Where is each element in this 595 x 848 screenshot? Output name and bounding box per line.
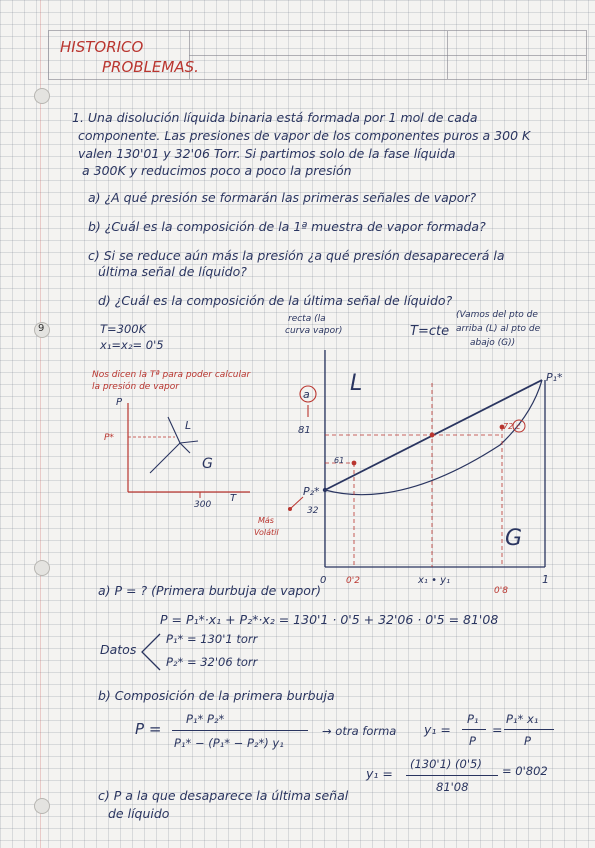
y1-frac1-den: P	[469, 734, 476, 748]
header-title-line1: HISTORICO	[60, 38, 144, 56]
mark-c: c	[516, 422, 521, 431]
y1-frac2-den: P	[524, 734, 531, 748]
y1-frac2-bar	[504, 729, 554, 730]
sketch-l: L	[185, 419, 192, 432]
sketch-pstar: P*	[104, 433, 114, 443]
p1star-label: P₁*	[546, 371, 563, 384]
question-d: d) ¿Cuál es la composición de la última señal de líquido?	[98, 293, 453, 308]
y1b-fraction-bar	[406, 775, 498, 776]
solution-a-title: a) P = ? (Primera burbuja de vapor)	[98, 583, 321, 598]
problem-line2: componente. Las presiones de vapor de los componentes puros a 300 K	[78, 128, 531, 143]
question-a: a) ¿A qué presión se formarán las primeras señales de vapor?	[88, 190, 477, 205]
sketch-g: G	[202, 456, 213, 472]
otra-forma: → otra forma	[322, 724, 397, 738]
range-note-line1: (Vamos del pto de	[456, 310, 538, 320]
header-title-line2: PROBLEMAS.	[102, 58, 199, 76]
mark-a: a	[303, 388, 310, 401]
sketch-p-axis: P	[116, 397, 123, 408]
sketch-t-axis: T	[230, 493, 237, 504]
solution-b-denominator: P₁* − (P₁* − P₂*) y₁	[174, 736, 284, 750]
question-c-line2: última señal de líquido?	[98, 264, 247, 279]
x-tick-x1y1: x₁ • y₁	[418, 575, 451, 586]
datos-bracket	[138, 632, 162, 672]
y1b-result: = 0'802	[502, 764, 548, 778]
mas-volatil-line2: Volátil	[254, 528, 279, 537]
x-tick-1: 1	[542, 573, 549, 586]
problem-line1: 1. Una disolución líquida binaria está formada por 1 mol de cada	[72, 110, 478, 125]
solution-b-title: b) Composición de la primera burbuja	[98, 688, 335, 703]
value-81: 81	[298, 425, 311, 436]
y1-frac2-num: P₁* x₁	[506, 712, 539, 726]
range-note-line3: abajo (G))	[470, 338, 516, 348]
problem-line3: valen 130'01 y 32'06 Torr. Si partimos solo de la fase líquida	[78, 146, 456, 161]
datos-label: Datos	[100, 642, 137, 657]
x-tick-02: 0'2	[346, 576, 360, 586]
region-liquid: L	[350, 371, 363, 396]
binder-hole-lower	[34, 560, 50, 576]
problem-line4: a 300K y reducimos poco a poco la presión	[82, 163, 352, 178]
label-tcte: T=cte	[410, 324, 450, 339]
value-61: 61	[334, 456, 345, 465]
solution-c-line1: c) P a la que desaparece la última señal	[98, 788, 349, 803]
mas-volatil-line1: Más	[258, 516, 274, 525]
value-32: 32	[307, 506, 319, 516]
y1b-lhs: y₁ =	[366, 766, 393, 781]
y1-equals: =	[492, 722, 503, 737]
y1-lhs: y₁ =	[424, 722, 451, 737]
value-72: 72	[503, 422, 514, 431]
side-note-line1: Nos dicen la Tª para poder calcular	[92, 370, 251, 380]
question-c-line1: c) Si se reduce aún más la presión ¿a qué presión desaparecerá la	[88, 248, 505, 263]
solution-b-fraction-bar	[172, 730, 308, 731]
px-diagram	[240, 345, 585, 595]
pt-sketch	[90, 395, 260, 520]
y1-frac1-bar	[462, 729, 486, 730]
label-curva: curva vapor)	[285, 326, 343, 336]
x-tick-0: 0	[320, 575, 327, 586]
margin-line	[40, 0, 41, 848]
margin-mark: 9	[38, 323, 45, 334]
region-gas: G	[505, 526, 523, 551]
data-temperature: T=300K	[100, 322, 147, 336]
y1-frac1-num: P₁	[467, 712, 479, 726]
binder-hole-top	[34, 88, 50, 104]
label-recta: recta (la	[288, 314, 326, 324]
y1b-numerator: (130'1) (0'5)	[410, 757, 482, 771]
solution-c-line2: de líquido	[108, 806, 170, 821]
solution-a-equation: P = P₁*·x₁ + P₂*·x₂ = 130'1 · 0'5 + 32'06 · 0'5 = 81'08	[160, 612, 499, 627]
solution-b-numerator: P₁* P₂*	[186, 712, 225, 726]
question-b: b) ¿Cuál es la composición de la 1ª muestra de vapor formada?	[88, 219, 486, 234]
p2star-label: P₂*	[303, 485, 320, 498]
range-note-line2: arriba (L) al pto de	[456, 324, 541, 334]
datos-p2: P₂* = 32'06 torr	[166, 655, 258, 669]
sketch-300: 300	[194, 500, 212, 510]
data-fractions: x₁=x₂= 0'5	[100, 338, 164, 352]
y1b-denominator: 81'08	[436, 780, 469, 794]
datos-p1: P₁* = 130'1 torr	[166, 632, 258, 646]
solution-b-p: P =	[135, 720, 162, 738]
binder-hole-bottom	[34, 798, 50, 814]
x-tick-08: 0'8	[494, 586, 508, 595]
side-note-line2: la presión de vapor	[92, 382, 179, 392]
